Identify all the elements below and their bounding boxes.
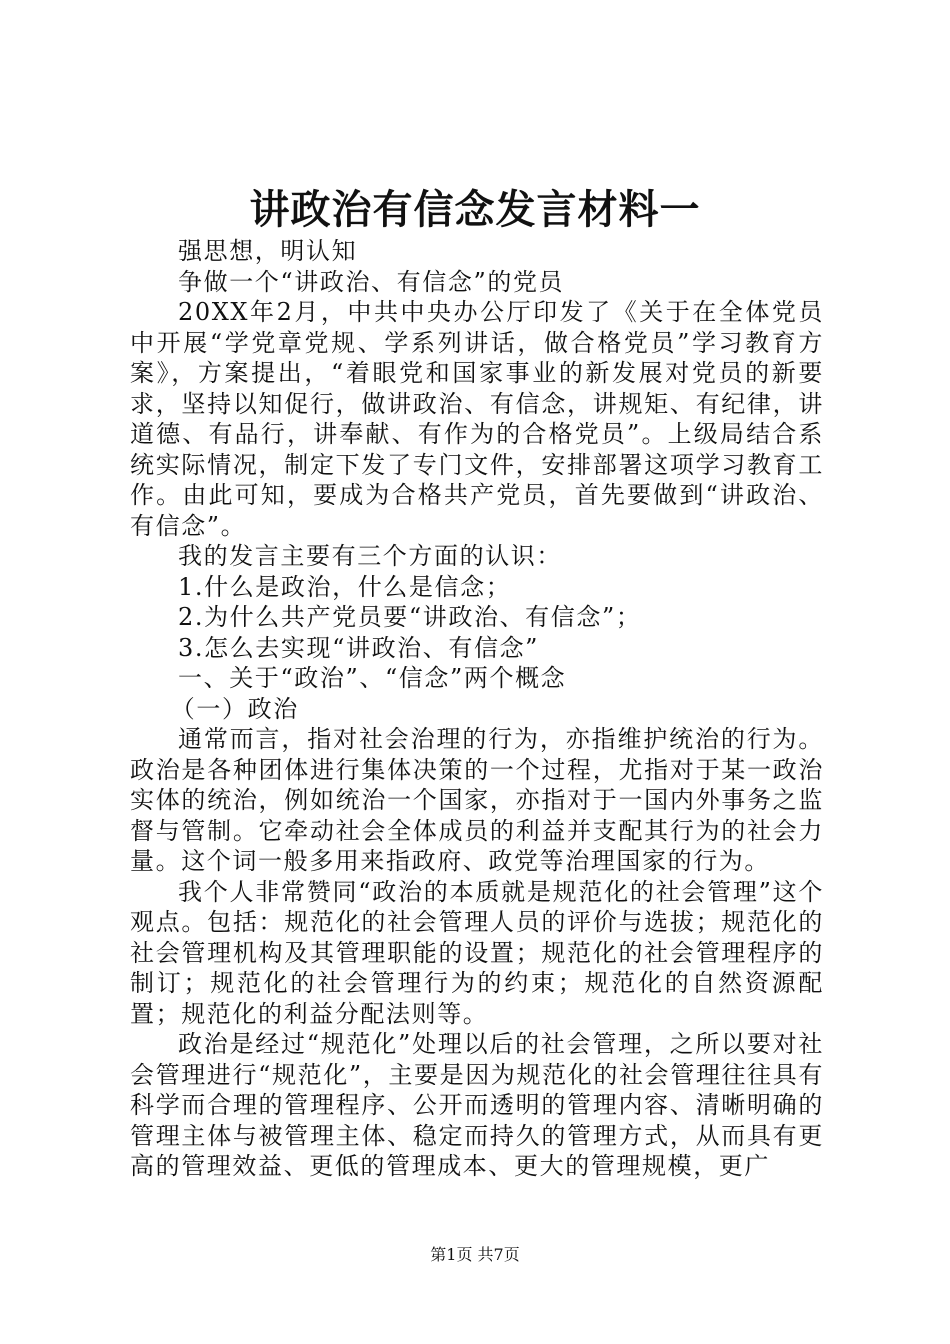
paragraph: 争做一个“讲政治、有信念”的党员 [178, 267, 565, 296]
list-item: 3.怎么去实现“讲政治、有信念” [178, 633, 540, 662]
list-item: 1.什么是政治，什么是信念； [178, 572, 512, 601]
paragraph: 我的发言主要有三个方面的认识： [178, 542, 562, 570]
page-footer: 第1页 共7页 [430, 1245, 520, 1264]
paragraph: 通常而言，指对社会治理的行为，亦指维护统治的行为。政治是各种团体进行集体决策的一个过程，尤指对于某一政治实体的统治，例如统治一个国家，亦指对于一国内外事务之监督与管制。它牵动社会全体成员的利益并支配其行为的社会力量。这个词一般多用来指政府、政党等治理国家的行为。 [130, 725, 824, 875]
document-title: 讲政治有信念发言材料一 [249, 186, 701, 233]
document-body [130, 236, 824, 1182]
paragraph: 我个人非常赞同“政治的本质就是规范化的社会管理”这个观点。包括：规范化的社会管理人员的评价与选拔；规范化的社会管理机构及其管理职能的设置；规范化的社会管理程序的制订；规范化的社会管理行为的约束；规范化的自然资源配置；规范化的利益分配法则等。 [130, 877, 824, 1028]
section-heading: 一、关于“政治”、“信念”两个概念 [178, 664, 567, 692]
paragraph: 政治是经过“规范化”处理以后的社会管理，之所以要对社会管理进行“规范化”，主要是因为规范化的社会管理往往具有科学而合理的管理程序、公开而透明的管理内容、清晰明确的管理主体与被管理主体、稳定而持久的管理方式，从而具有更高的管理效益、更低的管理成本、更大的管理规模，更广 [130, 1030, 824, 1180]
paragraph: 强思想，明认知 [178, 237, 358, 265]
subsection-heading: （一）政治 [170, 694, 299, 723]
paragraph: 20XX年2月，中共中央办公厅印发了《关于在全体党员中开展“学党章党规、学系列讲话，做合格党员”学习教育方案》，方案提出，“着眼党和国家事业的新发展对党员的新要求，坚持以知促行，做讲政治、有信念，讲规矩、有纪律，讲道德、有品行，讲奉献、有作为的合格党员”。上级局结合系统实际情况，制定下发了专门文件，安排部署这项学习教育工作。由此可知，要成为合格共产党员，首先要做到“讲政治、有信念”。 [130, 298, 824, 540]
list-item: 2.为什么共产党员要“讲政治、有信念”； [178, 603, 642, 631]
